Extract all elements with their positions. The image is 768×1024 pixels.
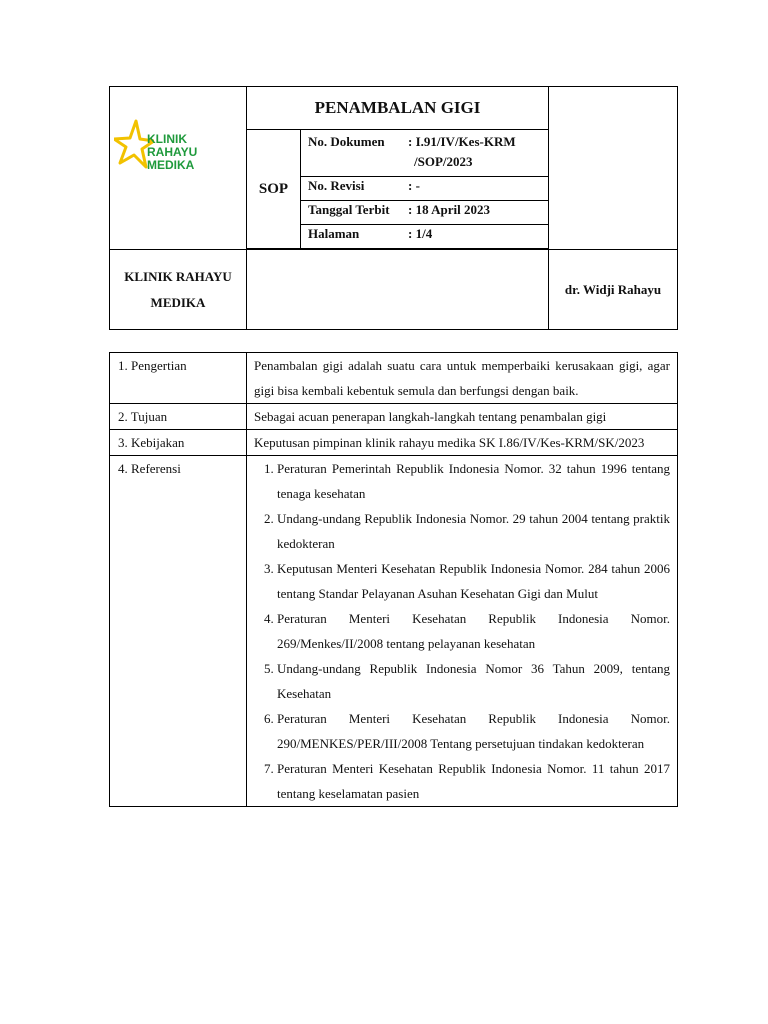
section-tujuan	[110, 404, 678, 430]
doc-number-value-2: /SOP/2023	[414, 154, 473, 169]
section-label: 1. Pengertian	[110, 353, 247, 404]
revision-label: No. Revisi	[308, 178, 365, 193]
sop-label: SOP	[247, 130, 301, 249]
reference-item: 6. Peraturan Menteri Kesehatan Republik Indonesia Nomor. 290/MENKES/PER/III/2008 Tentang persetujuan tindakan kedokteran	[277, 706, 670, 756]
doc-number-row	[301, 130, 549, 177]
page-label: Halaman	[308, 226, 360, 241]
issue-date-value: : 18 April 2023	[408, 202, 490, 217]
doctor-name: dr. Widji Rahayu	[549, 250, 678, 330]
approval-cell	[247, 250, 549, 330]
page-value: : 1/4	[408, 226, 433, 241]
section-referensi	[110, 456, 678, 807]
revision-value: : -	[408, 178, 420, 193]
reference-item: 3. Keputusan Menteri Kesehatan Republik Indonesia Nomor. 284 tahun 2006 tentang Standar Pelayanan Asuhan Kesehatan Gigi dan Mulut	[277, 556, 670, 606]
section-text: Penambalan gigi adalah suatu cara untuk memperbaiki kerusakaan gigi, agar gigi bisa kembali kebentuk semula dan berfungsi dengan baik.	[247, 353, 678, 404]
logo-line-2: RAHAYU MEDIKA	[147, 145, 198, 172]
logo-line-1: KLINIK	[147, 132, 187, 146]
section-label: 4. Referensi	[110, 456, 247, 807]
section-text: Sebagai acuan penerapan langkah-langkah tentang penambalan gigi	[247, 404, 678, 430]
logo-cell	[110, 87, 247, 250]
reference-item: 2. Undang-undang Republik Indonesia Nomor. 29 tahun 2004 tentang praktik kedokteran	[277, 506, 670, 556]
clinic-logo	[114, 119, 244, 175]
reference-item: 4. Peraturan Menteri Kesehatan Republik Indonesia Nomor. 269/Menkes/II/2008 tentang pelayanan kesehatan	[277, 606, 670, 656]
sop-header-table	[109, 86, 678, 330]
clinic-name	[110, 250, 247, 330]
doc-number-value-1: : I.91/IV/Kes-KRM	[408, 134, 516, 149]
reference-item: 1. Peraturan Pemerintah Republik Indonesia Nomor. 32 tahun 1996 tentang tenaga kesehatan	[277, 456, 670, 506]
clinic-name-line-2: MEDIKA	[150, 294, 206, 310]
section-kebijakan	[110, 430, 678, 456]
issue-date-row	[301, 201, 549, 225]
issue-date-label: Tanggal Terbit	[308, 202, 390, 217]
page-row	[301, 225, 549, 249]
section-label: 2. Tujuan	[110, 404, 247, 430]
reference-list	[254, 456, 670, 806]
doc-number-label: No. Dokumen	[308, 134, 385, 149]
revision-row	[301, 177, 549, 201]
signature-cell-top	[549, 87, 678, 250]
document-title: PENAMBALAN GIGI	[247, 87, 549, 130]
section-text: Keputusan pimpinan klinik rahayu medika SK I.86/IV/Kes-KRM/SK/2023	[247, 430, 678, 456]
section-pengertian	[110, 353, 678, 404]
clinic-name-line-1: KLINIK RAHAYU	[124, 268, 232, 284]
reference-item: 7. Peraturan Menteri Kesehatan Republik Indonesia Nomor. 11 tahun 2017 tentang keselamatan pasien	[277, 756, 670, 806]
reference-item: 5. Undang-undang Republik Indonesia Nomor 36 Tahun 2009, tentang Kesehatan	[277, 656, 670, 706]
logo-wordmark	[147, 133, 244, 172]
sop-content-table	[109, 352, 678, 807]
reference-list-cell	[247, 456, 678, 807]
section-label: 3. Kebijakan	[110, 430, 247, 456]
